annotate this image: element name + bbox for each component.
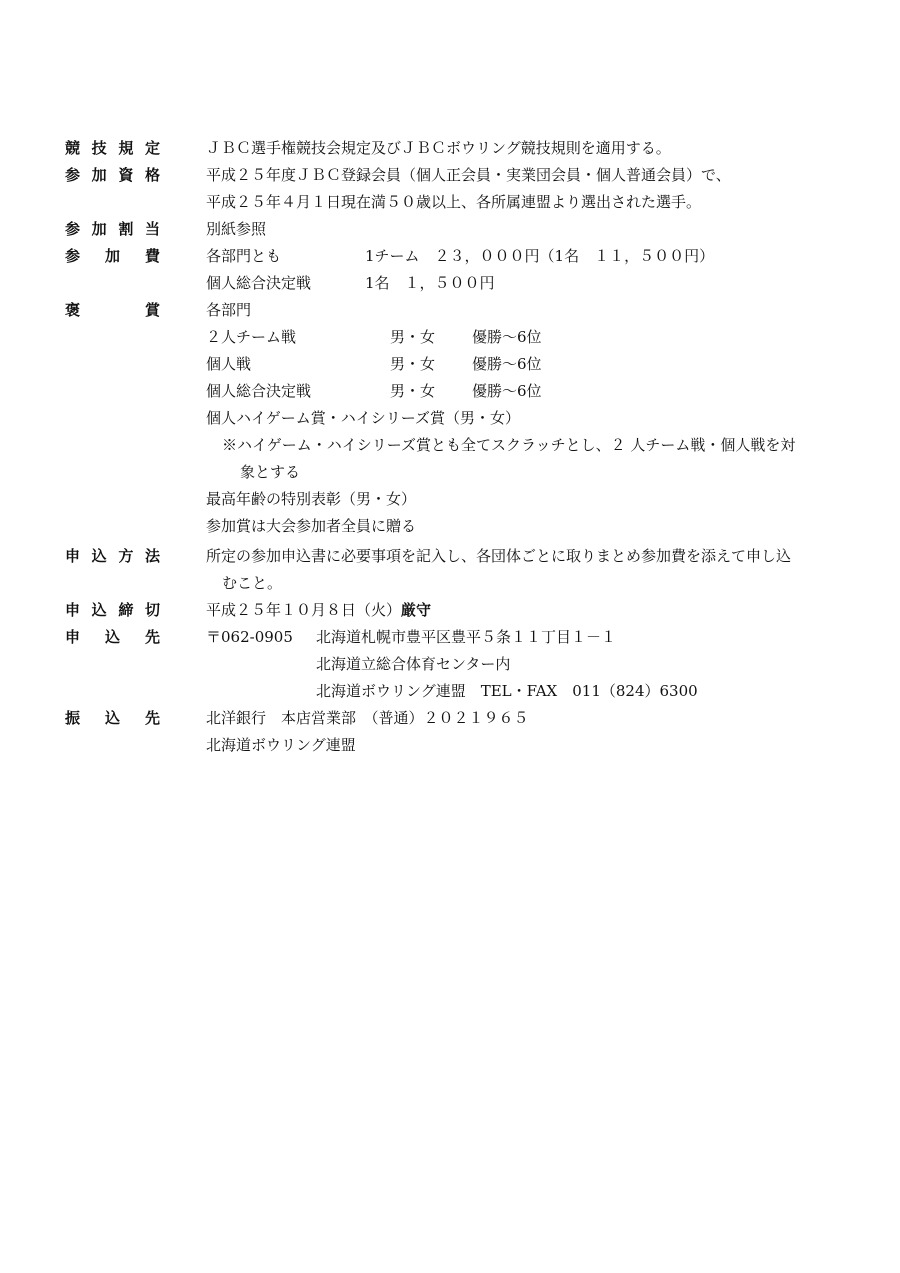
award-name: 個人戦: [206, 355, 252, 373]
awards-header: 各部門: [206, 301, 252, 319]
apply-method-row: [0, 543, 900, 570]
fee-label: 参 加 費: [65, 247, 160, 265]
participation-text: 参加賞は大会参加者全員に贈る: [206, 517, 417, 535]
awards-row: [0, 297, 900, 324]
note-line1: ※ハイゲーム・ハイシリーズ賞とも全てスクラッチとし、２ 人チーム戦・個人戦を対: [222, 436, 796, 454]
eligibility-label: 参 加 資 格: [65, 166, 160, 184]
oldest-text: 最高年齢の特別表彰（男・女）: [206, 490, 417, 508]
award-item: [0, 351, 900, 378]
fee-row-2: [0, 270, 900, 297]
award-name: 個人総合決定戦: [206, 382, 312, 400]
eligibility-row: [0, 162, 900, 189]
high-game-text: 個人ハイゲーム賞・ハイシリーズ賞（男・女）: [206, 409, 520, 427]
transfer-row: [0, 705, 900, 732]
facility-row: [0, 651, 900, 678]
note-line2: 象とする: [240, 463, 301, 481]
deadline-row: [0, 597, 900, 624]
rules-row: [0, 135, 900, 162]
fee-row1-right: 1チーム ２３，０００円（1名 １１，５００円）: [365, 247, 715, 265]
oldest-row: [0, 486, 900, 513]
apply-to-row: [0, 624, 900, 651]
award-gender: 男・女: [390, 328, 436, 346]
apply-method-line2: むこと。: [222, 574, 283, 592]
high-game-row: [0, 405, 900, 432]
award-prize: 優勝～6位: [472, 328, 542, 346]
fee-row: [0, 243, 900, 270]
bank-text: 北洋銀行 本店営業部 （普通）２０２１９６５: [206, 709, 529, 727]
apply-to-label: 申 込 先: [65, 628, 160, 646]
deadline-label: 申 込 締 切: [65, 601, 160, 619]
fee-row2-left: 個人総合決定戦: [206, 274, 312, 292]
deadline-text: 平成２５年１０月８日（火）厳守: [206, 601, 432, 619]
award-gender: 男・女: [390, 382, 436, 400]
facility-text: 北海道立総合体育センター内: [316, 655, 511, 673]
award-item: [0, 324, 900, 351]
award-item: [0, 378, 900, 405]
allocation-row: [0, 216, 900, 243]
fee-row1-left: 各部門とも: [206, 247, 282, 265]
postal-code: 〒062-0905: [206, 628, 293, 646]
note-row-2: [0, 459, 900, 486]
apply-method-label: 申 込 方 法: [65, 547, 160, 565]
award-prize: 優勝～6位: [472, 382, 542, 400]
org-contact-text: 北海道ボウリング連盟 TEL・FAX 011（824）6300: [316, 682, 698, 700]
award-prize: 優勝～6位: [472, 355, 542, 373]
rules-label: 競 技 規 定: [65, 139, 160, 157]
account-name-text: 北海道ボウリング連盟: [206, 736, 356, 754]
account-name-row: [0, 732, 900, 759]
note-row: [0, 432, 900, 459]
deadline-strict: 厳守: [401, 601, 432, 619]
transfer-label: 振 込 先: [65, 709, 160, 727]
eligibility-line2: 平成２５年４月１日現在満５０歳以上、各所属連盟より選出された選手。: [206, 193, 702, 211]
address-text: 北海道札幌市豊平区豊平５条１１丁目１－１: [316, 628, 617, 646]
org-contact-row: [0, 678, 900, 705]
rules-text: ＪＢＣ選手権競技会規定及びＪＢＣボウリング競技規則を適用する。: [206, 139, 671, 157]
eligibility-line1: 平成２５年度ＪＢＣ登録会員（個人正会員・実業団会員・個人普通会員）で、: [206, 166, 731, 184]
award-name: ２人チーム戦: [206, 328, 297, 346]
apply-method-row-2: [0, 570, 900, 597]
eligibility-row-2: [0, 189, 900, 216]
participation-row: [0, 513, 900, 540]
allocation-text: 別紙参照: [206, 220, 267, 238]
fee-row2-right: 1名 １，５００円: [365, 274, 495, 292]
allocation-label: 参 加 割 当: [65, 220, 160, 238]
apply-method-line1: 所定の参加申込書に必要事項を記入し、各団体ごとに取りまとめ参加費を添えて申し込: [206, 547, 792, 565]
award-gender: 男・女: [390, 355, 436, 373]
awards-label: 褒 賞: [65, 301, 160, 319]
